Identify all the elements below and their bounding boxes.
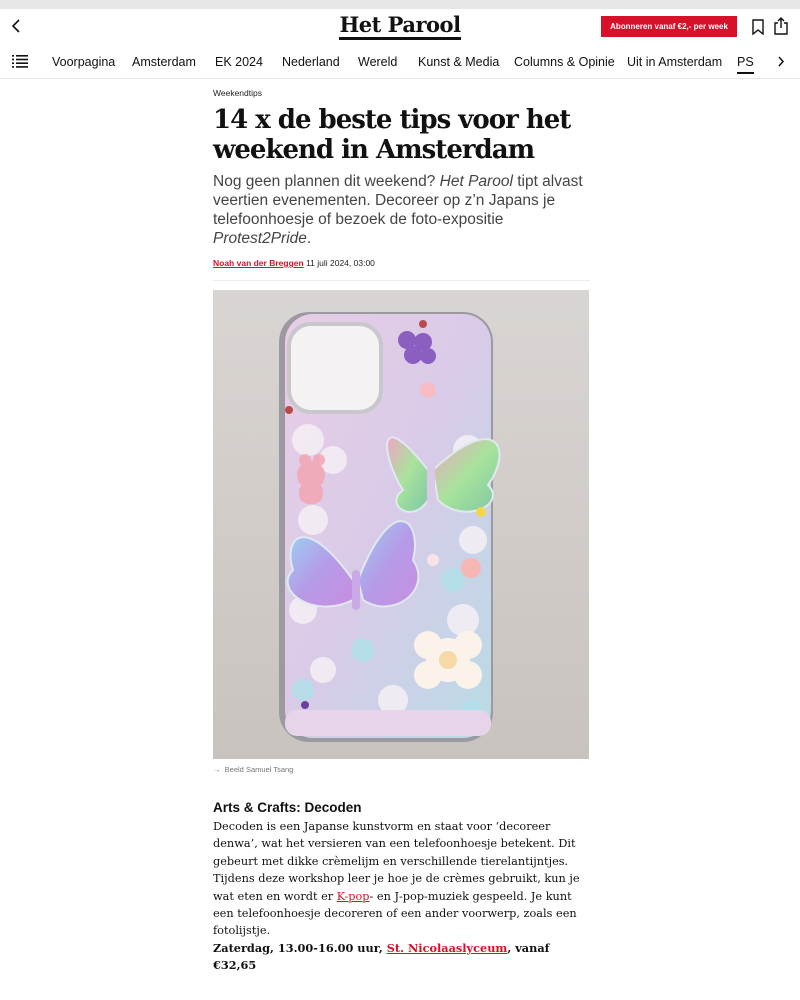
browser-top-strip [0, 0, 800, 9]
nav-item-voorpagina[interactable]: Voorpagina [52, 55, 116, 69]
byline [213, 258, 590, 281]
nav-item-kunst-media[interactable]: Kunst & Media [418, 55, 500, 69]
intro-italic: Het Parool [439, 173, 513, 190]
subscribe-button[interactable]: Abonneren vanaf €2,- per week [601, 16, 737, 37]
menu-list-icon[interactable] [12, 55, 28, 68]
chevron-right-icon[interactable] [775, 55, 787, 68]
intro-text: Nog geen plannen dit weekend? [213, 173, 440, 190]
nav-item-ps[interactable]: PS [737, 55, 754, 74]
venue-link[interactable]: St. Nicolaaslyceum [386, 940, 508, 955]
publish-date: 11 juli 2024, 03:00 [306, 258, 375, 268]
tip-section [213, 800, 593, 975]
article-headline: 14 x de beste tips voor het weekend in Amsterdam [213, 105, 571, 165]
intro-italic: Protest2Pride [213, 230, 307, 247]
author-link[interactable]: Noah van der Breggen [213, 258, 304, 268]
tip-body [213, 818, 593, 940]
intro-text: tipt alvast veertien evenementen. Decoreer op z’n Japans je telefoonhoesje of bezoek de foto-expositie [213, 173, 583, 228]
nav-item-ek-2024[interactable]: EK 2024 [215, 55, 263, 69]
tip-info-text: , vanaf €32,65 [213, 940, 550, 973]
tip-info-text: Zaterdag, 13.00-16.00 uur, [213, 940, 387, 955]
photo-caption [213, 765, 293, 774]
nav-item-nederland[interactable]: Nederland [282, 55, 340, 69]
tip-info [213, 940, 593, 975]
bookmark-icon[interactable] [751, 19, 765, 35]
kpop-link[interactable]: K-pop [336, 889, 370, 903]
section-nav [0, 43, 800, 79]
nav-item-wereld[interactable]: Wereld [358, 55, 398, 69]
nav-item-uit-in-amsterdam[interactable]: Uit in Amsterdam [627, 55, 723, 69]
article-photo [213, 290, 589, 759]
article-kicker[interactable]: Weekendtips [213, 88, 262, 98]
caption-text: Beeld Samuel Tsang [224, 765, 294, 774]
share-icon[interactable] [773, 17, 789, 35]
tip-body-text: - en J-pop-muziek gespeeld. Je kunt een telefoonhoesje decoreren of een ander voorwerp, zoals een fotolijstje. [213, 889, 577, 938]
intro-text: . [306, 230, 312, 247]
article-intro [213, 172, 590, 248]
nav-item-columns-opinie[interactable]: Columns & Opinie [514, 55, 615, 69]
tip-title: Arts & Crafts: Decoden [213, 800, 362, 815]
tip-body-text: Decoden is een Japanse kunstvorm en staat voor ‘decoreer denwa’, wat het versieren van een telefoonhoesje betekent. Dit gebeurt met dikke crèmelijm en verschillende tierelantijntjes. Tijdens deze workshop leer je hoe je de crèmes gebruikt, kun je wat eten en wordt er [213, 820, 580, 903]
logo-text: Het Parool [339, 12, 460, 40]
arrow-right-icon: → [213, 765, 221, 774]
site-header [0, 9, 800, 43]
article-header [213, 88, 590, 281]
nav-item-amsterdam[interactable]: Amsterdam [132, 55, 196, 69]
